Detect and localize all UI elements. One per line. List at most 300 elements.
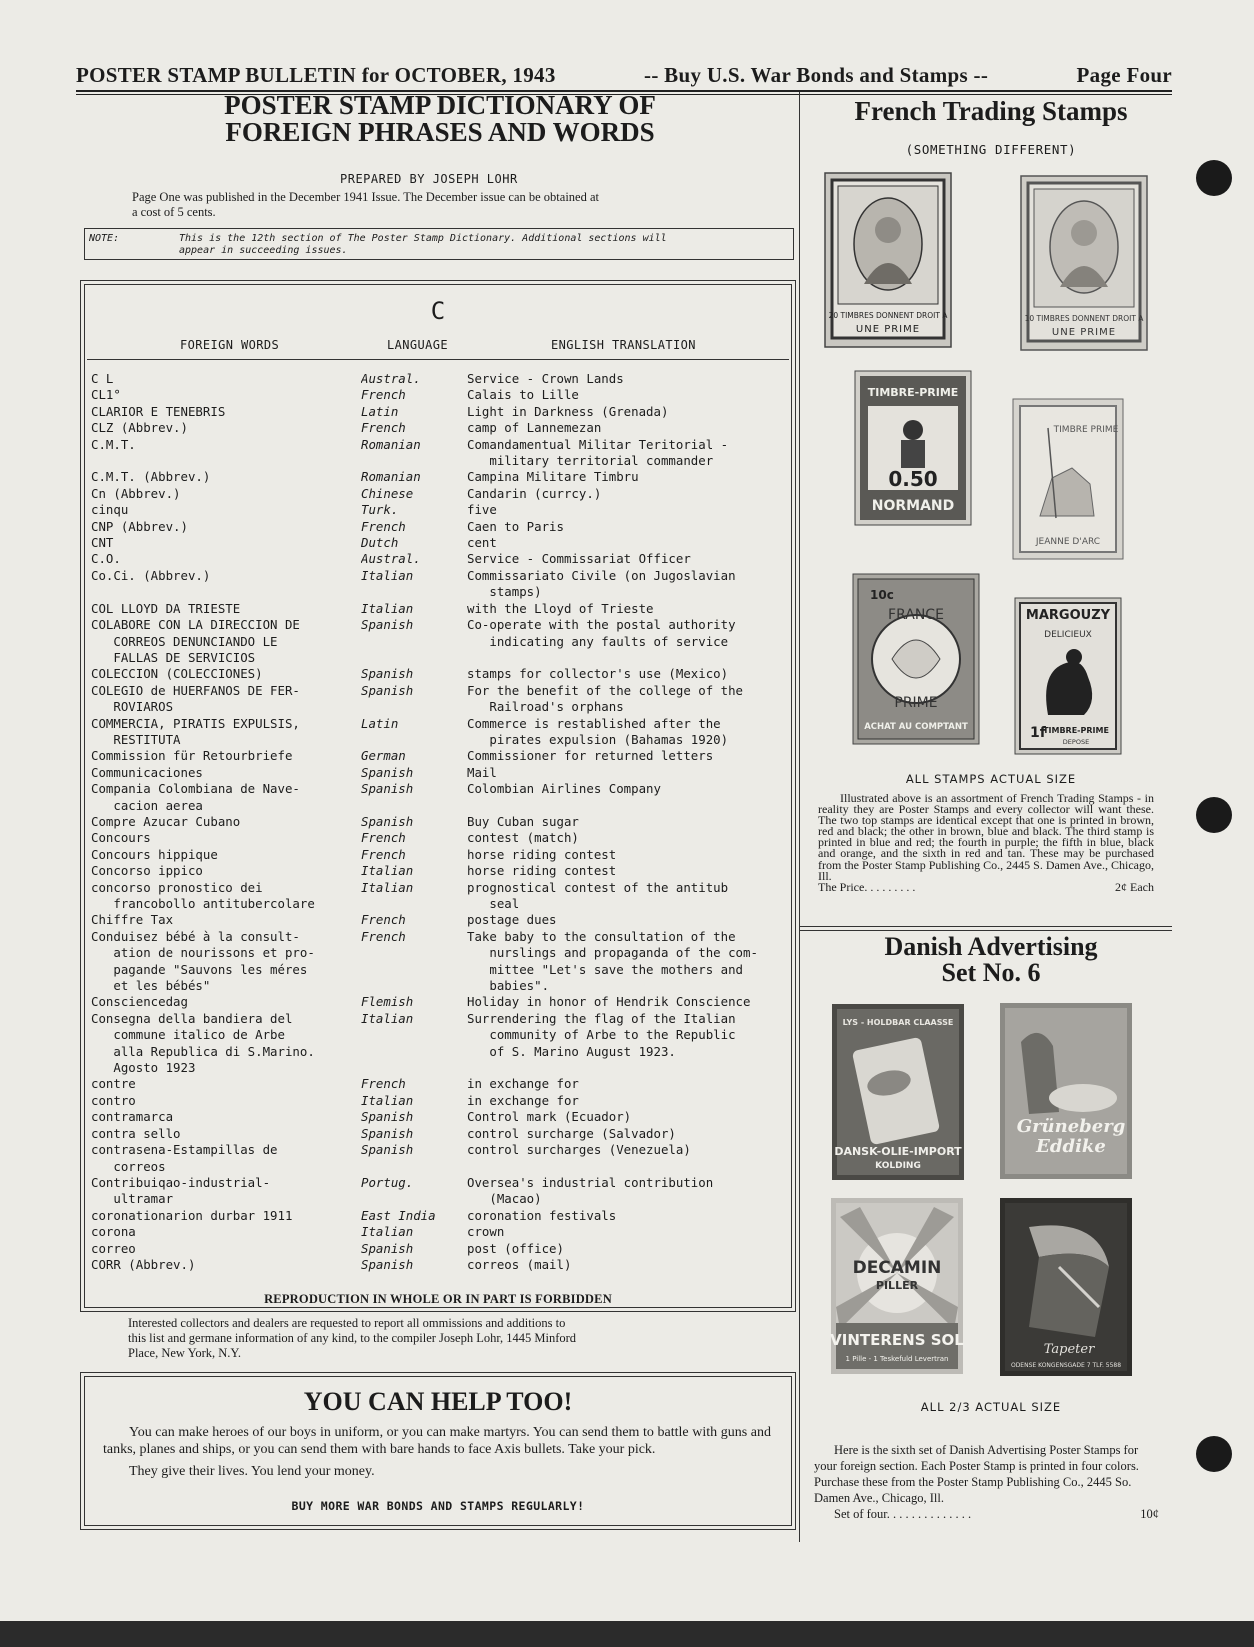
foreign-word-cell: Cn (Abbrev.) <box>91 485 181 501</box>
report-line3: Place, New York, N.Y. <box>128 1346 241 1360</box>
binder-hole-bottom <box>1196 1436 1232 1472</box>
table-row <box>91 962 787 978</box>
stamp4-top: TIMBRE PRIME <box>1053 425 1119 435</box>
table-row <box>91 765 787 781</box>
stamp5-top: FRANCE <box>888 607 944 623</box>
language-cell: French <box>361 912 406 928</box>
foreign-word-cell: contramarca <box>91 1109 174 1125</box>
language-cell <box>361 1060 467 1076</box>
language-cell: French <box>361 420 406 436</box>
translation-cell: Commissariato Civile (on Jugoslavian <box>467 567 736 583</box>
foreign-word-cell: Chiffre Tax <box>91 912 174 928</box>
translation-cell: babies". <box>467 978 550 994</box>
table-row <box>91 732 787 748</box>
language-cell: Chinese <box>361 485 414 501</box>
translation-cell: control surcharge (Salvador) <box>467 1125 676 1141</box>
foreign-word-cell: ation de nourissons et pro- <box>91 945 315 961</box>
table-row <box>91 716 787 732</box>
translation-cell: in exchange for <box>467 1092 579 1108</box>
table-row <box>91 978 787 994</box>
language-cell: Italian <box>361 863 414 879</box>
help-body <box>103 1425 771 1481</box>
intro-text <box>132 190 762 220</box>
translation-cell: coronation festivals <box>467 1207 617 1223</box>
table-row <box>91 814 787 830</box>
danish-price-line <box>814 1506 1159 1522</box>
stamp5-mid: PRIME <box>894 695 938 711</box>
table-row <box>91 781 787 797</box>
table-row <box>91 1011 787 1027</box>
war-bonds-box <box>80 1372 796 1530</box>
language-cell <box>361 896 467 912</box>
translation-cell: Oversea's industrial contribution <box>467 1174 714 1190</box>
table-row <box>91 1126 787 1142</box>
foreign-word-cell: Concorso ippico <box>91 863 203 879</box>
danish4-text1: Tapeter <box>1043 1342 1095 1357</box>
help-call-to-action: BUY MORE WAR BONDS AND STAMPS REGULARLY! <box>291 1499 585 1513</box>
foreign-word-cell: CLARIOR E TENEBRIS <box>91 403 226 419</box>
language-cell: Spanish <box>361 1142 414 1158</box>
foreign-word-cell: Co.Ci. (Abbrev.) <box>91 567 211 583</box>
translation-cell: Co-operate with the postal authority <box>467 617 736 633</box>
language-cell: French <box>361 928 406 944</box>
table-row <box>91 1060 787 1076</box>
foreign-word-cell: Consegna della bandiera del <box>91 1010 293 1026</box>
foreign-word-cell: RESTITUTA <box>91 731 181 747</box>
french-section-subtitle: (SOMETHING DIFFERENT) <box>905 142 1077 157</box>
foreign-word-cell: CNP (Abbrev.) <box>91 518 188 534</box>
table-row <box>91 1076 787 1092</box>
language-cell: Latin <box>361 715 399 731</box>
translation-cell: correos (mail) <box>467 1256 572 1272</box>
language-cell: Spanish <box>361 1256 414 1272</box>
header-page: Page Four <box>1076 63 1172 87</box>
translation-cell: postage dues <box>467 912 557 928</box>
bulletin-header <box>76 60 1172 88</box>
translation-cell: Service - Commissariat Officer <box>467 551 691 567</box>
language-cell: Portug. <box>361 1174 414 1190</box>
foreign-word-cell: C L <box>91 371 114 386</box>
danish-title-line1: Danish Advertising <box>884 932 1098 961</box>
translation-cell <box>467 1060 787 1076</box>
stamp1-prime: UNE PRIME <box>855 324 921 335</box>
prepared-by: PREPARED BY JOSEPH LOHR <box>340 172 518 186</box>
translation-cell: Mail <box>467 764 497 780</box>
table-row <box>91 1208 787 1224</box>
language-cell: Turk. <box>361 502 399 518</box>
translation-cell: military territorial commander <box>467 453 714 469</box>
foreign-word-cell: COLABORE CON LA DIRECCION DE <box>91 617 300 633</box>
foreign-word-cell: Concours <box>91 830 151 846</box>
danish3-text4: 1 Pille - 1 Teskefuld Levertran <box>845 1355 949 1363</box>
language-cell: Italian <box>361 879 414 895</box>
translation-cell: control surcharges (Venezuela) <box>467 1142 691 1158</box>
foreign-word-cell: Commission für Retourbriefe <box>91 748 293 764</box>
translation-cell <box>467 1159 787 1175</box>
french-price-value: 2¢ Each <box>1115 879 1154 894</box>
french-section-title: French Trading Stamps <box>854 96 1128 126</box>
translation-cell: Control mark (Ecuador) <box>467 1109 632 1125</box>
danish-description-text: Here is the sixth set of Danish Advertising Poster Stamps for your foreign section. Each Poster Stamp is printed in four colors. Purchase these from the Poster Stamp Publishing Co., 2445 So. Damen Ave., Chicago, Ill. <box>814 1443 1139 1505</box>
danish3-text2: PILLER <box>875 1279 919 1292</box>
french-stamp-margouzy <box>1014 597 1122 755</box>
language-cell: Dutch <box>361 535 399 551</box>
translation-cell: pirates expulsion (Bahamas 1920) <box>467 731 729 747</box>
column-header-foreign: FOREIGN WORDS <box>180 338 280 352</box>
reproduction-notice: REPRODUCTION IN WHOLE OR IN PART IS FORBIDDEN <box>264 1292 612 1306</box>
translation-cell: Commerce is restablished after the <box>467 715 721 731</box>
foreign-word-cell: cinqu <box>91 502 129 518</box>
language-cell <box>361 650 467 666</box>
translation-cell: stamps for collector's use (Mexico) <box>467 666 729 682</box>
foreign-word-cell: contre <box>91 1076 136 1092</box>
column-header-rule <box>87 359 789 360</box>
table-row <box>91 896 787 912</box>
foreign-word-cell: corona <box>91 1224 136 1240</box>
language-cell: Romanian <box>361 436 421 452</box>
foreign-word-cell: pagande "Sauvons les méres <box>91 961 308 977</box>
translation-cell: seal <box>467 896 520 911</box>
table-row <box>91 748 787 764</box>
table-row <box>91 601 787 617</box>
language-cell: Spanish <box>361 1109 414 1125</box>
table-row <box>91 650 787 666</box>
language-cell: French <box>361 1076 406 1092</box>
dictionary-table <box>80 280 796 1312</box>
section-letter: C <box>430 297 446 325</box>
help-title: YOU CAN HELP TOO! <box>303 1387 573 1416</box>
foreign-word-cell: correos <box>91 1158 166 1174</box>
table-row <box>91 404 787 420</box>
danish-stamp-tapeter <box>999 1197 1133 1377</box>
translation-cell: in exchange for <box>467 1076 579 1092</box>
translation-cell: of S. Marino August 1923. <box>467 1043 676 1059</box>
table-row <box>91 437 787 453</box>
table-row <box>91 634 787 650</box>
translation-cell: community of Arbe to the Republic <box>467 1027 736 1043</box>
table-row <box>91 1175 787 1191</box>
french-stamp-normand <box>854 370 972 526</box>
foreign-word-cell: CLZ (Abbrev.) <box>91 420 188 436</box>
intro-line2: a cost of 5 cents. <box>132 205 216 219</box>
french-price-line <box>818 879 1154 894</box>
table-row <box>91 1027 787 1043</box>
language-cell: Spanish <box>361 764 414 780</box>
foreign-word-cell: ultramar <box>91 1191 174 1207</box>
intro-line1: Page One was published in the December 1941 Issue. The December issue can be obtained at <box>132 190 599 204</box>
translation-cell: Light in Darkness (Grenada) <box>467 403 669 419</box>
table-row <box>91 1093 787 1109</box>
table-row <box>91 1109 787 1125</box>
table-row <box>91 584 787 600</box>
language-cell: Spanish <box>361 781 414 797</box>
language-cell: Austral. <box>361 551 421 567</box>
stamp1-caption: 20 TIMBRES DONNENT DROIT A <box>828 311 948 320</box>
language-cell <box>361 1159 467 1175</box>
translation-cell: Candarin (currcy.) <box>467 485 602 501</box>
table-row <box>91 568 787 584</box>
foreign-word-cell: commune italico de Arbe <box>91 1027 285 1043</box>
note-line1: This is the 12th section of The Poster Stamp Dictionary. Additional sections will <box>179 233 667 244</box>
page-bottom-edge <box>0 1621 1254 1647</box>
foreign-word-cell: CL1° <box>91 387 121 403</box>
table-row <box>91 880 787 896</box>
foreign-word-cell: contrasena-Estampillas de <box>91 1142 278 1158</box>
foreign-word-cell: cacion aerea <box>91 797 203 813</box>
table-row <box>91 683 787 699</box>
foreign-word-cell: Agosto 1923 <box>91 1060 196 1076</box>
section-rule <box>800 926 1172 927</box>
table-row <box>91 945 787 961</box>
translation-cell: horse riding contest <box>467 863 617 879</box>
translation-cell: five <box>467 502 497 518</box>
dictionary-title-line2: FOREIGN PHRASES AND WORDS <box>225 117 655 147</box>
foreign-word-cell: contra sello <box>91 1125 181 1141</box>
foreign-word-cell: correo <box>91 1240 136 1256</box>
stamp2-caption: 10 TIMBRES DONNENT DROIT A <box>1024 314 1144 323</box>
note-line2: appear in succeeding issues. <box>179 245 348 256</box>
language-cell <box>361 732 467 748</box>
table-row <box>91 1044 787 1060</box>
table-row <box>91 1257 787 1273</box>
danish3-text1: DECAMIN <box>852 1258 942 1278</box>
table-row <box>91 798 787 814</box>
stamp3-top: TIMBRE-PRIME <box>867 386 959 399</box>
translation-cell: Railroad's orphans <box>467 699 624 715</box>
table-row <box>91 469 787 485</box>
dictionary-title-line1: POSTER STAMP DICTIONARY OF <box>224 90 656 120</box>
foreign-word-cell: COMMERCIA, PIRATIS EXPULSIS, <box>91 715 300 731</box>
translation-cell: Commissioner for returned letters <box>467 748 714 764</box>
translation-cell: Caen to Paris <box>467 518 564 534</box>
column-header-english: ENGLISH TRANSLATION <box>551 338 696 352</box>
table-row <box>91 453 787 469</box>
header-slogan: -- Buy U.S. War Bonds and Stamps -- <box>644 63 989 87</box>
report-notice <box>128 1316 768 1361</box>
translation-cell: post (office) <box>467 1240 564 1256</box>
report-line2: this list and germane information of any kind, to the compiler Joseph Lohr, 1445 Minford <box>128 1331 577 1345</box>
foreign-word-cell <box>91 453 361 469</box>
table-row <box>91 617 787 633</box>
stamp2-prime: UNE PRIME <box>1051 327 1117 338</box>
danish4-text2: ODENSE KONGENSGADE 7 TLF. 5588 <box>1010 1362 1122 1369</box>
foreign-word-cell: C.M.T. <box>91 436 136 452</box>
danish2-text1: Grüneberg <box>1016 1116 1126 1137</box>
foreign-word-cell: COL LLOYD DA TRIESTE <box>91 600 241 616</box>
foreign-word-cell: Communicaciones <box>91 764 203 780</box>
foreign-word-cell: coronationarion durbar 1911 <box>91 1207 293 1223</box>
section-rule-thin <box>800 930 1172 931</box>
french-caption: ALL STAMPS ACTUAL SIZE <box>905 772 1077 786</box>
french-stamp-portrait-2 <box>1020 175 1148 351</box>
translation-cell: contest (match) <box>467 830 579 846</box>
danish-description <box>814 1442 1159 1522</box>
language-cell: Flemish <box>361 994 414 1010</box>
translation-cell: For the benefit of the college of the <box>467 682 744 698</box>
french-price-label: The Price. . . . . . . . . <box>818 879 916 894</box>
language-cell <box>361 962 467 978</box>
danish3-text3: VINTERENS SOL <box>830 1331 964 1349</box>
stamp6-bottom: TIMBRE-PRIME <box>1043 726 1109 735</box>
binder-hole-middle <box>1196 797 1232 833</box>
translation-cell: camp of Lannemezan <box>467 420 602 436</box>
foreign-word-cell: contro <box>91 1092 136 1108</box>
foreign-word-cell: Consciencedag <box>91 994 188 1010</box>
language-cell: Italian <box>361 1092 414 1108</box>
foreign-word-cell: concorso pronostico dei <box>91 879 263 895</box>
danish-stamp-decamin <box>830 1197 964 1375</box>
table-row <box>91 1241 787 1257</box>
table-row <box>91 1142 787 1158</box>
help-paragraph2: They give their lives. You lend your money. <box>129 1464 375 1479</box>
translation-cell <box>467 650 787 666</box>
translation-cell: horse riding contest <box>467 846 617 862</box>
french-stamp-france-prime <box>852 573 980 745</box>
language-cell: French <box>361 518 406 534</box>
danish2-text2: Eddike <box>1036 1136 1106 1157</box>
table-row <box>91 387 787 403</box>
language-cell <box>361 798 467 814</box>
column-header-language: LANGUAGE <box>387 338 448 352</box>
binder-hole-top <box>1196 160 1232 196</box>
french-description-text: Illustrated above is an assortment of French Trading Stamps - in reality they are Poster Stamps and every collector will want these. The two top stamps are identical except that one is printed in brown, red and black; the other in brown, blue and black. The third stamp is printed in blue and red; the fourth in purple; the fifth in blue, black and orange, and the sixth in red and tan. These may be purchased from the Poster Stamp Publishing Co., 2445 S. Damen Ave., Chicago, Ill. <box>818 791 1154 883</box>
stamp6-arc: DELICIEUX <box>1044 630 1092 640</box>
translation-cell: Holiday in honor of Hendrik Conscience <box>467 994 751 1010</box>
table-row <box>91 519 787 535</box>
stamp6-small: DEPOSE <box>1062 738 1090 746</box>
language-cell: Spanish <box>361 682 414 698</box>
foreign-word-cell: C.O. <box>91 551 121 567</box>
table-row <box>91 551 787 567</box>
table-row <box>91 486 787 502</box>
foreign-word-cell: Conduisez bébé à la consult- <box>91 928 300 944</box>
foreign-word-cell: ROVIAROS <box>91 699 174 715</box>
language-cell: Spanish <box>361 1240 414 1256</box>
language-cell: Spanish <box>361 1125 414 1141</box>
language-cell: Italian <box>361 567 414 583</box>
table-row <box>91 1159 787 1175</box>
stamp6-top: MARGOUZY <box>1025 608 1111 623</box>
table-row <box>91 994 787 1010</box>
translation-cell: prognostical contest of the antitub <box>467 879 729 895</box>
language-cell: Spanish <box>361 666 414 682</box>
translation-cell: (Macao) <box>467 1191 542 1207</box>
translation-cell: Take baby to the consultation of the <box>467 928 736 944</box>
dictionary-entries <box>91 371 787 1273</box>
language-cell <box>361 699 467 715</box>
danish-price-value: 10¢ <box>1140 1507 1159 1521</box>
translation-cell: Comandamentual Militar Teritorial - <box>467 436 729 452</box>
danish-caption: ALL 2/3 ACTUAL SIZE <box>920 1400 1062 1414</box>
stamp3-value: 0.50 <box>888 467 938 491</box>
table-row <box>91 863 787 879</box>
language-cell: French <box>361 830 406 846</box>
stamp4-bottom: JEANNE D'ARC <box>1035 537 1101 547</box>
foreign-word-cell: Contribuiqao-industrial- <box>91 1174 271 1190</box>
stamp5-bottom: ACHAT AU COMPTANT <box>864 722 968 732</box>
language-cell <box>361 634 467 650</box>
translation-cell: Service - Crown Lands <box>467 371 624 386</box>
language-cell: Austral. <box>361 371 421 386</box>
language-cell: French <box>361 846 406 862</box>
language-cell <box>361 978 467 994</box>
language-cell <box>361 1027 467 1043</box>
language-cell: Italian <box>361 1224 414 1240</box>
foreign-word-cell: Compre Azucar Cubano <box>91 813 241 829</box>
table-row <box>91 666 787 682</box>
danish-title-line2: Set No. 6 <box>941 958 1041 987</box>
translation-cell: Calais to Lille <box>467 387 579 403</box>
report-line1: Interested collectors and dealers are requested to report all ommissions and additions to <box>128 1316 566 1330</box>
dictionary-title <box>150 92 730 146</box>
danish-section-title <box>806 934 1176 986</box>
table-row <box>91 1224 787 1240</box>
note-box <box>84 228 794 260</box>
french-stamp-jeanne-darc <box>1012 398 1124 560</box>
table-row <box>91 1191 787 1207</box>
language-cell: Latin <box>361 403 399 419</box>
danish-price-label: Set of four. . . . . . . . . . . . . . <box>834 1507 972 1521</box>
danish1-bottom: DANSK-OLIE-IMPORT <box>834 1145 962 1158</box>
language-cell: Italian <box>361 1010 414 1026</box>
foreign-word-cell: et les bébés" <box>91 978 211 994</box>
foreign-word-cell: FALLAS DE SERVICIOS <box>91 649 256 665</box>
table-row <box>91 699 787 715</box>
foreign-word-cell: francobollo antitubercolare <box>91 896 315 911</box>
table-row <box>91 371 787 387</box>
foreign-word-cell: COLEGIO de HUERFANOS DE FER- <box>91 682 300 698</box>
danish-stamp-olie-import <box>831 1003 965 1181</box>
note-label: NOTE: <box>89 233 120 244</box>
translation-cell: with the Lloyd of Trieste <box>467 600 654 616</box>
translation-cell: crown <box>467 1224 505 1240</box>
translation-cell: Surrendering the flag of the Italian <box>467 1010 736 1026</box>
foreign-word-cell <box>91 584 361 600</box>
language-cell <box>361 453 467 469</box>
french-description <box>818 793 1154 893</box>
language-cell <box>361 1044 467 1060</box>
translation-cell: indicating any faults of service <box>467 633 729 649</box>
danish-stamp-gruneberg <box>999 1002 1133 1180</box>
language-cell: French <box>361 387 406 403</box>
foreign-word-cell: alla Republica di S.Marino. <box>91 1043 315 1059</box>
table-row <box>91 420 787 436</box>
foreign-word-cell: Concours hippique <box>91 846 218 862</box>
language-cell <box>361 584 467 600</box>
language-cell: Italian <box>361 600 414 616</box>
danish1-city: KOLDING <box>875 1161 921 1171</box>
language-cell: East India <box>361 1207 436 1223</box>
foreign-word-cell: Compania Colombiana de Nave- <box>91 781 300 797</box>
translation-cell: Colombian Airlines Company <box>467 781 661 797</box>
foreign-word-cell: CORR (Abbrev.) <box>91 1256 196 1272</box>
table-row <box>91 929 787 945</box>
table-row <box>91 502 787 518</box>
language-cell: Spanish <box>361 617 414 633</box>
foreign-word-cell: CORREOS DENUNCIANDO LE <box>91 633 278 649</box>
language-cell: Romanian <box>361 469 421 485</box>
stamp3-bottom: NORMAND <box>871 498 955 514</box>
foreign-word-cell: CNT <box>91 535 114 551</box>
column-divider <box>799 92 800 1542</box>
language-cell <box>361 945 467 961</box>
danish1-top: LYS - HOLDBAR CLAASSE <box>842 1018 954 1027</box>
stamp6-value: 1f <box>1030 725 1046 741</box>
translation-cell: stamps) <box>467 584 542 600</box>
translation-cell: Buy Cuban sugar <box>467 813 579 829</box>
french-stamp-portrait-1 <box>824 172 952 348</box>
stamp5-value: 10c <box>870 588 894 602</box>
